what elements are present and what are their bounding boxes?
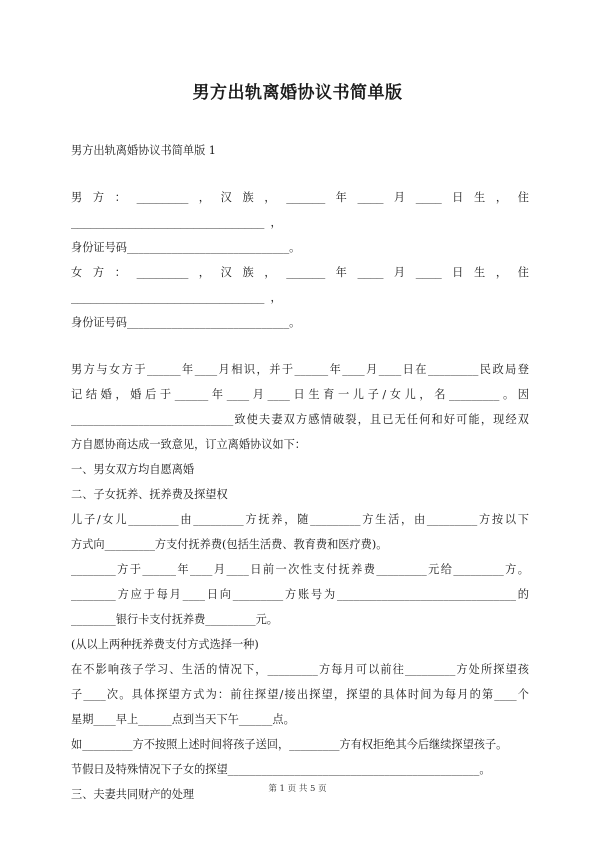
marriage-paragraph-line: 方自愿协商达成一致意见，订立离婚协议如下： (71, 438, 306, 451)
man-address-line: ______________________________ ， (71, 216, 282, 229)
clause-heading: 二、子女抚养、抚养费及探望权 (71, 488, 228, 501)
visitation-line: 星期____早上______点到当天下午______点。 (71, 713, 295, 726)
woman-id-line: 身份证号码_____________________________。 (71, 316, 301, 329)
marriage-paragraph-line: 男方与女方于______年____月相识，并于______年____月____日在_________民政局登 (71, 363, 529, 376)
visitation-line: 如_________方不按照上述时间将孩子送回，_________方有权拒绝其今后继续探望孩子。 (71, 738, 508, 751)
marriage-paragraph-line: _____________________________致使夫妻双方感情破裂，且已无任何和好可能，现经双 (71, 413, 529, 426)
clause-heading: 一、男女双方均自愿离婚 (71, 463, 195, 476)
custody-line: ________方于______年____月____日前一次性支付抚养费_________元给_________方。 (71, 563, 529, 576)
woman-info-line: 女 方 ： ________ ， 汉 族 ， ______ 年 ____ 月 ____ 日 生 ， 住 (71, 266, 529, 279)
man-id-line: 身份证号码_____________________________。 (71, 241, 301, 254)
custody-line: ________方应于每月____日向_________方账号为________________________________的 (71, 588, 529, 601)
man-info-line: 男 方 ： ________ ， 汉 族 ， ______ 年 ____ 月 ____ 日 生 ， 住 (71, 191, 529, 204)
doc-subtitle: 男方出轨离婚协议书简单版 1 (71, 144, 216, 157)
marriage-paragraph-line: 记结婚，婚后于______年____月____日生育一儿子/女儿，名_________。因 (71, 388, 529, 401)
custody-line: 儿子/女儿_________由_________方抚养，随_________方生活，由_________方按以下 (71, 513, 529, 526)
document-body (71, 138, 529, 807)
page-title: 男方出轨离婚协议书简单版 (192, 83, 403, 103)
visitation-line: 节假日及特殊情况下子女的探望_____________________________________________。 (71, 763, 491, 776)
custody-line: ________银行卡支付抚养费_________元。 (71, 613, 278, 626)
page-footer: 第 1 页 共 5 页 (268, 784, 327, 794)
visitation-line: 子____次。具体探望方式为：前往探望/接出探望，探望的具体时间为每月的第____个 (71, 688, 529, 701)
payment-choice-note: (从以上两种抚养费支付方式选择一种) (71, 638, 259, 651)
woman-address-line: ______________________________ ， (71, 291, 282, 304)
visitation-line: 在不影响孩子学习、生活的情况下，_________方每月可以前往_________方处所探望孩 (71, 663, 529, 676)
clause-heading: 三、夫妻共同财产的处理 (71, 788, 195, 801)
custody-line: 方式向_________方支付抚养费(包括生活费、教育费和医疗费)。 (71, 538, 388, 551)
